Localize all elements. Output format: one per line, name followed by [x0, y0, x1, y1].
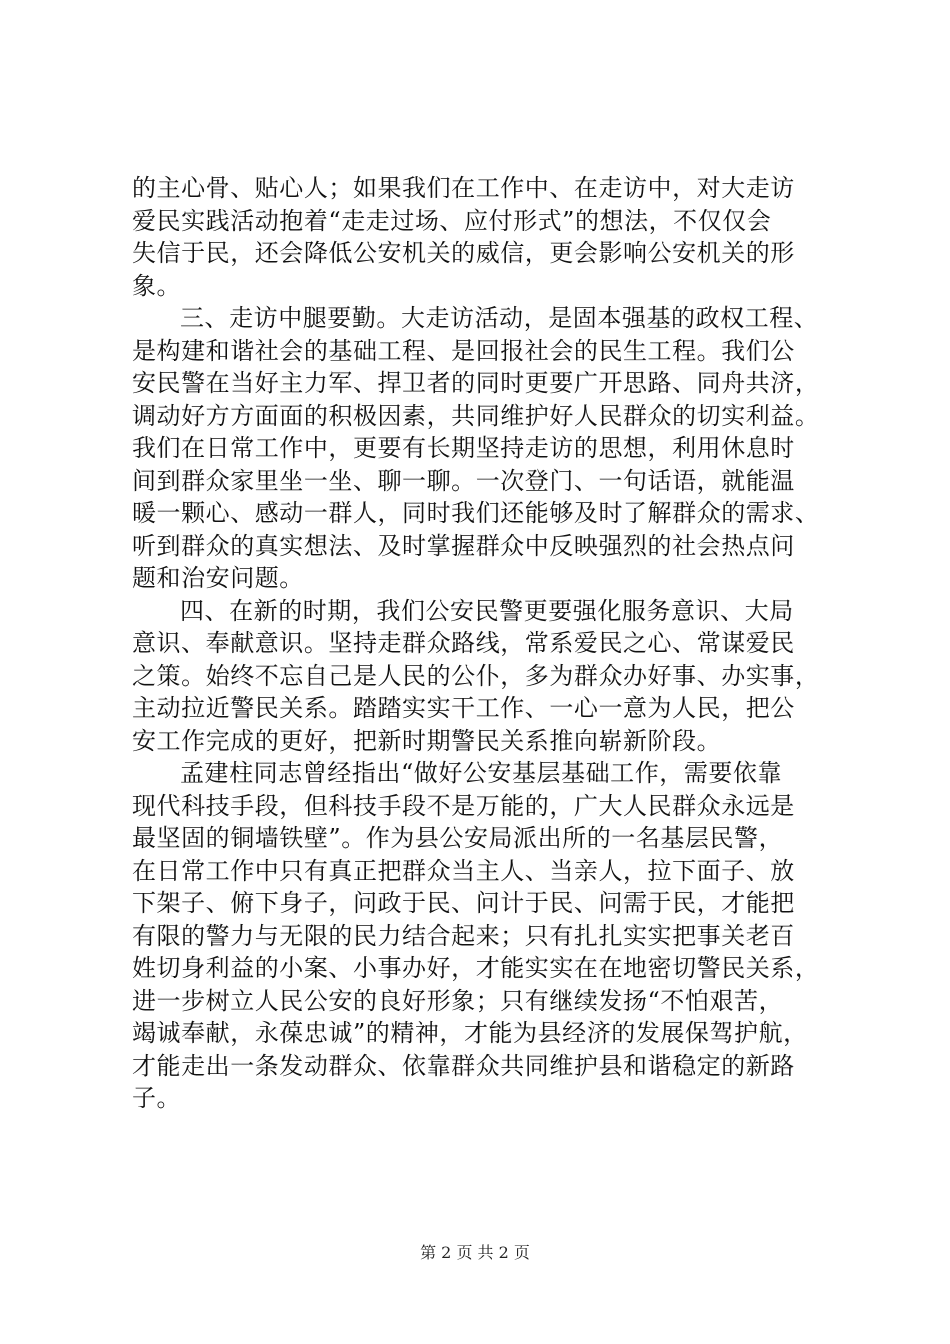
- paragraph-section-three: [132, 302, 832, 595]
- text-line: 我们在日常工作中，更要有长期坚持走访的思想，利用休息时: [132, 434, 795, 462]
- text-line: 听到群众的真实想法、及时掌握群众中反映强烈的社会热点问: [132, 531, 795, 560]
- text-line: 最坚固的铜墙铁壁”。作为县公安局派出所的一名基层民警，: [132, 824, 784, 852]
- paragraph-conclusion: [132, 757, 832, 1115]
- text-line: 安民警在当好主力军、捍卫者的同时更要广开思路、同舟共济，: [132, 369, 820, 397]
- text-line: 象。: [132, 271, 182, 300]
- text-line: 现代科技手段，但科技手段不是万能的，广大人民群众永远是: [132, 791, 795, 820]
- text-line: 题和治安问题。: [132, 564, 304, 592]
- text-line: 进一步树立人民公安的良好形象；只有继续发扬“不怕艰苦，: [132, 986, 784, 1015]
- paragraph-continuation: [132, 172, 832, 302]
- text-line: 竭诚奉献，永葆忠诚”的精神，才能为县经济的发展保驾护航，: [132, 1019, 808, 1047]
- text-line: 安工作完成的更好，把新时期警民关系推向崭新阶段。: [132, 726, 722, 755]
- text-line: 之策。始终不忘自己是人民的公仆，多为群众办好事、办实事，: [132, 661, 820, 690]
- text-line: 暖一颗心、感动一群人，同时我们还能够及时了解群众的需求、: [132, 499, 820, 527]
- text-line: 调动好方方面面的积极因素，共同维护好人民群众的切实利益。: [132, 401, 820, 430]
- text-line: 有限的警力与无限的民力结合起来；只有扎扎实实把事关老百: [132, 921, 795, 950]
- text-line: 下架子、俯下身子，问政于民、问计于民、问需于民，才能把: [132, 889, 795, 917]
- text-line: 间到群众家里坐一坐、聊一聊。一次登门、一句话语，就能温: [132, 466, 795, 495]
- text-line-first: 四、在新的时期，我们公安民警更要强化服务意识、大局: [180, 596, 794, 625]
- text-line: 主动拉近警民关系。踏踏实实干工作、一心一意为人民，把公: [132, 694, 795, 722]
- document-body: [132, 172, 832, 1115]
- text-line: 在日常工作中只有真正把群众当主人、当亲人，拉下面子、放: [132, 856, 795, 885]
- text-line-first: 孟建柱同志曾经指出“做好公安基层基础工作，需要依靠: [180, 759, 783, 787]
- text-line: 失信于民，还会降低公安机关的威信，更会影响公安机关的形: [132, 239, 795, 267]
- text-line: 的主心骨、贴心人；如果我们在工作中、在走访中，对大走访: [132, 174, 795, 202]
- text-line: 爱民实践活动抱着“走走过场、应付形式”的想法，不仅仅会: [132, 206, 772, 235]
- text-line-first: 三、走访中腿要勤。大走访活动，是固本强基的政权工程、: [180, 304, 819, 332]
- paragraph-section-four: [132, 595, 832, 758]
- text-line: 姓切身利益的小案、小事办好，才能实实在在地密切警民关系，: [132, 954, 820, 982]
- text-line: 意识、奉献意识。坚持走群众路线，常系爱民之心、常谋爱民: [132, 629, 795, 657]
- page-number-footer: 第 2 页 共 2 页: [420, 1243, 530, 1262]
- text-line: 才能走出一条发动群众、依靠群众共同维护县和谐稳定的新路: [132, 1051, 795, 1080]
- text-line: 子。: [132, 1084, 182, 1112]
- text-line: 是构建和谐社会的基础工程、是回报社会的民生工程。我们公: [132, 336, 795, 365]
